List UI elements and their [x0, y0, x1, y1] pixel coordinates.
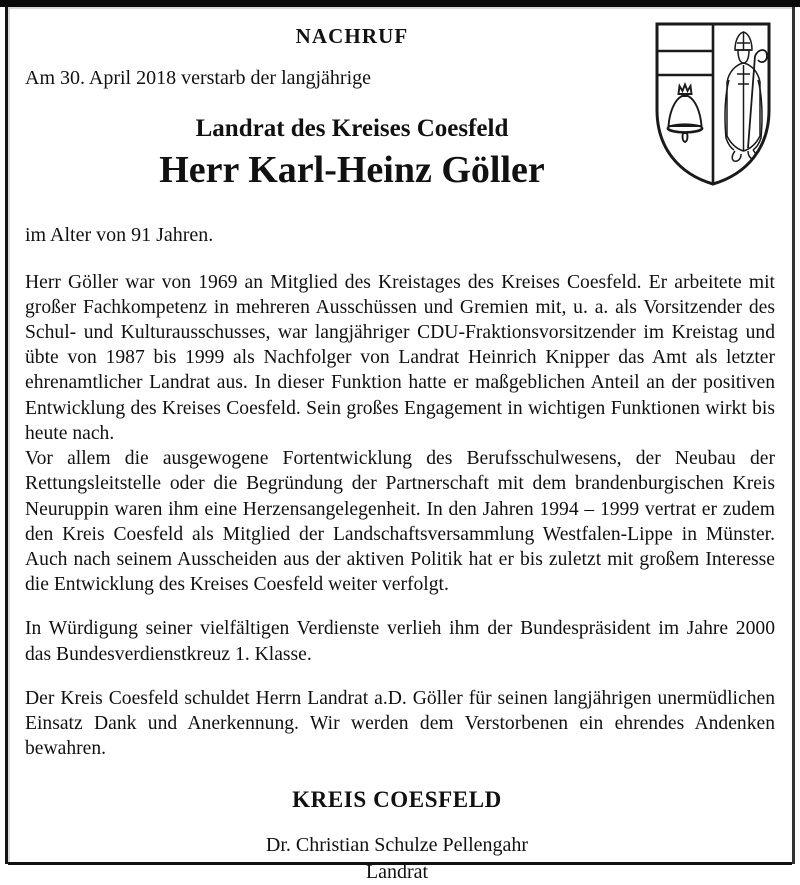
age-line: im Alter von 91 Jahren.	[25, 223, 214, 246]
signature-person: Dr. Christian Schulze Pellengahr	[265, 833, 529, 856]
border-top	[0, 0, 800, 7]
death-date-line: Am 30. April 2018 verstarb der langjährige	[25, 67, 372, 90]
deceased-name: Herr Karl-Heinz Göller	[159, 148, 545, 191]
border-top-inner-shade	[8, 7, 792, 9]
signature-block	[25, 761, 775, 884]
border-right	[792, 7, 795, 864]
body-paragraph: Vor allem die ausgewogene Fortentwicklung des Berufsschulwesens, der Neubau der Rettungsleitstelle oder die Begründung der Partnerschaft mit dem brandenburgischen Kreis Neuruppin waren ihm eine Herzensangelegenheit. In den Jahren 1994 – 1999 vertrat er zudem den Kreis Coesfeld als Mitglied der Landschaftsversammlung Westfalen-Lippe in Münster. Auch nach seinem Ausscheiden aus der aktiven Politik hat er bis zuletzt mit großem Interesse die Entwicklung des Kreises Coesfeld weiter verfolgt.	[25, 448, 775, 596]
border-left-inner-shade	[8, 7, 10, 862]
notice-content	[11, 10, 789, 883]
office-title: Landrat des Kreises Coesfeld	[195, 115, 509, 143]
body-paragraph: Herr Göller war von 1969 an Mitglied des Kreistages des Kreises Coesfeld. Er arbeitete mit großer Fachkompetenz in mehreren Ausschüssen und Gremien mit, u. a. als Vorsitzender des Schul- und Kulturausschusses, war langjähriger CDU-Fraktionsvorsitzender im Kreistag und übte von 1987 bis 1999 als Nachfolger von Landrat Heinrich Knipper das Amt als letzter ehrenamtlicher Landrat aus. In dieser Funktion hatte er maßgeblichen Anteil an der positiven Entwicklung des Kreises Coesfeld. Sein großes Engagement in wichtigen Funktionen wirkt bis heute nach.	[25, 271, 775, 444]
signature-role: Landrat	[365, 860, 429, 883]
coat-of-arms-icon	[649, 18, 777, 190]
obituary-body	[25, 248, 775, 762]
body-paragraph: Der Kreis Coesfeld schuldet Herrn Landrat a.D. Göller für seinen langjährigen unermüdlichen Einsatz Dank und Anerkennung. Wir werden dem Verstorbenen ein ehrendes Andenken bewahren.	[25, 687, 775, 760]
body-paragraph: In Würdigung seiner vielfältigen Verdienste verlieh ihm der Bundespräsident im Jahre 2000 das Bundesverdienstkreuz 1. Klasse.	[25, 618, 775, 665]
page-title: NACHRUF	[295, 24, 409, 48]
signature-organization: KREIS COESFELD	[292, 787, 502, 813]
